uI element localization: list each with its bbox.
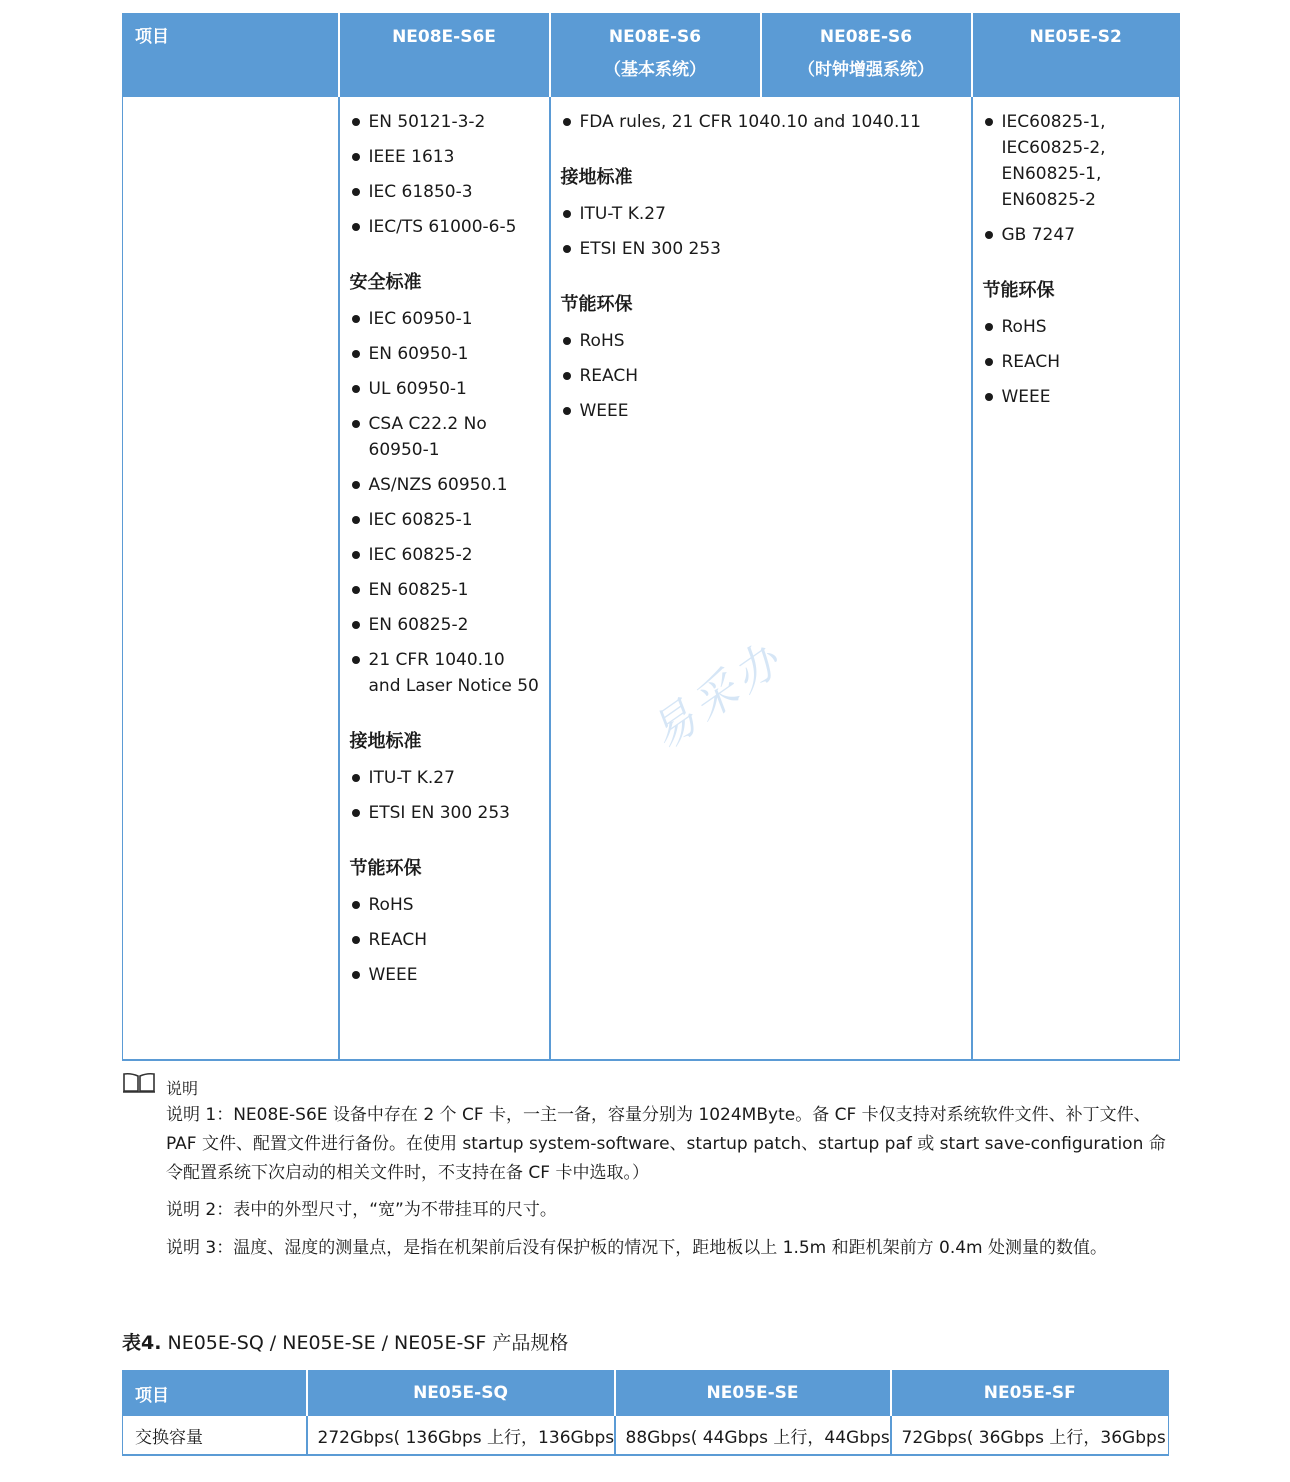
header-ne08e-s6-clock [761, 13, 972, 97]
list-item: REACH [350, 927, 541, 953]
header-ne05e-s2: NE05E-S2 [972, 13, 1180, 97]
table-caption-text: NE05E-SQ / NE05E-SE / NE05E-SF 产品规格 [167, 1332, 569, 1354]
section-title-grounding: 接地标准 [349, 731, 422, 752]
table-caption [122, 1328, 568, 1355]
standards-list [561, 109, 963, 135]
grounding-list [350, 765, 541, 826]
list-item: ETSI EN 300 253 [350, 800, 541, 826]
product-spec-table [122, 1370, 1169, 1456]
standards-list [983, 109, 1172, 248]
header-ne08e-s6-clock-system: （时钟增强系统） [798, 60, 934, 80]
cell-ne08e-s6e [339, 97, 550, 1060]
section-title-green: 节能环保 [982, 280, 1055, 301]
safety-list [350, 306, 541, 699]
note-label: 说明 [166, 1079, 199, 1098]
header-ne08e-s6-clock-model: NE08E-S6 [819, 27, 913, 47]
section-title-green: 节能环保 [560, 294, 633, 315]
list-item: CSA C22.2 No 60950-1 [350, 411, 541, 463]
list-item: IEEE 1613 [350, 144, 541, 170]
cell-item [123, 97, 339, 1060]
list-item: GB 7247 [983, 222, 1172, 248]
section-title-safety: 安全标准 [349, 272, 422, 293]
list-item: RoHS [983, 314, 1172, 340]
header-item: 项目 [123, 1370, 307, 1416]
spec-table [122, 13, 1180, 1061]
list-item: FDA rules, 21 CFR 1040.10 and 1040.11 [561, 109, 963, 135]
table-row [123, 1416, 1169, 1455]
list-item: IEC 61850-3 [350, 179, 541, 205]
standards-list [350, 109, 541, 240]
list-item: 21 CFR 1040.10 and Laser Notice 50 [350, 647, 541, 699]
cell-ne05e-sf-capacity: 72Gbps( 36Gbps 上行，36Gbps [891, 1416, 1169, 1455]
list-item: ITU-T K.27 [561, 201, 963, 227]
list-item: EN 50121-3-2 [350, 109, 541, 135]
list-item: EN 60825-1 [350, 577, 541, 603]
note-paragraph-3: 说明 3：温度、湿度的测量点，是指在机架前后没有保护板的情况下，距地板以上 1.5m 和距机架前方 0.4m 处测量的数值。 [166, 1238, 1108, 1258]
list-item: WEEE [561, 398, 963, 424]
note-paragraph-1: 说明 1：NE08E-S6E 设备中存在 2 个 CF 卡，一主一备，容量分别为 1024MByte。备 CF 卡仅支持对系统软件文件、补丁文件、PAF 文件、配置文件进行备份。在使用 startup system-software、startup patch、startup paf 或 start save-configuration 命令配置系统下次启动的相关文件时，不支持在备 CF 卡中选取。） [166, 1105, 1166, 1183]
cell-ne05e-s2 [972, 97, 1180, 1060]
header-ne05e-se: NE05E-SE [615, 1370, 891, 1416]
green-list [350, 892, 541, 988]
list-item: IEC 60825-1 [350, 507, 541, 533]
header-item: 项目 [123, 13, 339, 97]
cell-switching-capacity-label: 交换容量 [123, 1416, 307, 1455]
table-caption-number: 表4. [122, 1332, 162, 1354]
header-ne08e-s6-basic-model: NE08E-S6 [608, 27, 702, 47]
cell-ne05e-sq-capacity: 272Gbps( 136Gbps 上行，136Gbps [307, 1416, 615, 1455]
header-ne05e-sq: NE05E-SQ [307, 1370, 615, 1416]
header-ne05e-sf: NE05E-SF [891, 1370, 1169, 1416]
spec-table-row [123, 97, 1180, 1060]
section-title-grounding: 接地标准 [560, 167, 633, 188]
product-spec-header-row [123, 1370, 1169, 1416]
list-item: IEC 60950-1 [350, 306, 541, 332]
list-item: IEC/TS 61000-6-5 [350, 214, 541, 240]
spec-table-header-row [123, 13, 1180, 97]
grounding-list [561, 201, 963, 262]
cell-ne05e-se-capacity: 88Gbps( 44Gbps 上行，44Gbps [615, 1416, 891, 1455]
watermark: 易采办 [641, 631, 794, 760]
list-item: ETSI EN 300 253 [561, 236, 963, 262]
book-icon [122, 1072, 156, 1094]
list-item: RoHS [561, 328, 963, 354]
list-item: RoHS [350, 892, 541, 918]
list-item: ITU-T K.27 [350, 765, 541, 791]
list-item: EN 60950-1 [350, 341, 541, 367]
header-ne08e-s6-basic [550, 13, 761, 97]
header-ne08e-s6-basic-system: （基本系统） [604, 60, 706, 80]
list-item: REACH [561, 363, 963, 389]
list-item: EN 60825-2 [350, 612, 541, 638]
list-item: WEEE [983, 384, 1172, 410]
cell-ne08e-s6 [550, 97, 972, 1060]
list-item: WEEE [350, 962, 541, 988]
section-title-green: 节能环保 [349, 858, 422, 879]
note-paragraph-2: 说明 2：表中的外型尺寸，“宽”为不带挂耳的尺寸。 [166, 1200, 557, 1220]
list-item: IEC 60825-2 [350, 542, 541, 568]
green-list [561, 328, 963, 424]
list-item: AS/NZS 60950.1 [350, 472, 541, 498]
list-item: IEC60825-1, IEC60825-2, EN60825-1, EN60825-2 [983, 109, 1172, 213]
list-item: REACH [983, 349, 1172, 375]
green-list [983, 314, 1172, 410]
list-item: UL 60950-1 [350, 376, 541, 402]
header-ne08e-s6e: NE08E-S6E [339, 13, 550, 97]
